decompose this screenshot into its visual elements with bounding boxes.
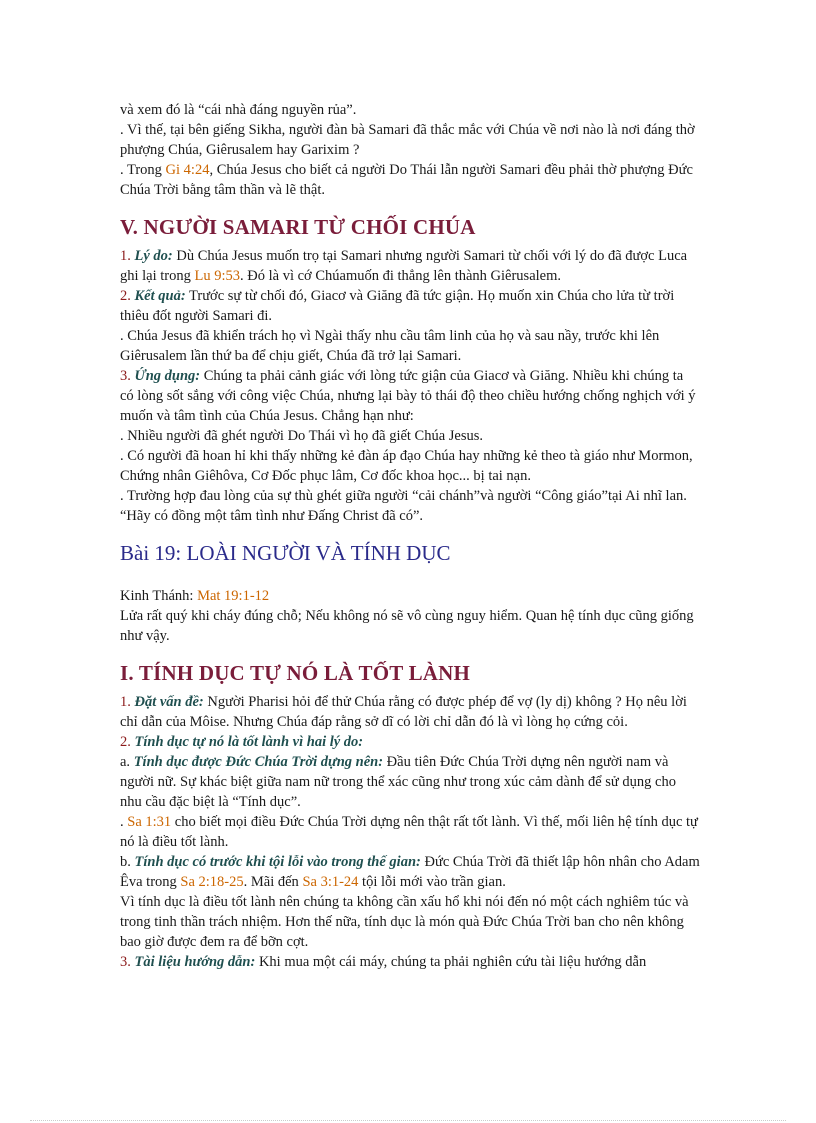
page-bottom-divider xyxy=(30,1120,786,1121)
section-v-item-3: 3. Ứng dụng: Chúng ta phải cảnh giác với lòng tức giận của Giacơ và Giăng. Nhiều khi chúng ta có lòng sốt sắng với công việc Chúa, nhưng lại bày tỏ thái độ theo chiều hướng chống nghịch với ý muốn và tâm tình của Chúa Jesus. Chẳng hạn như: xyxy=(120,368,696,424)
scripture-link-sa-3-1[interactable]: Sa 3:1-24 xyxy=(302,874,359,890)
document-page xyxy=(120,100,700,972)
section-v-item-2: 2. Kết quả: Trước sự từ chối đó, Giacơ và Giăng đã tức giận. Họ muốn xin Chúa cho lửa từ trời thiêu đốt người Samari đi. xyxy=(120,288,675,324)
section-v-item-2-note: . Chúa Jesus đã khiển trách họ vì Ngài thấy nhu cầu tâm linh của họ và sau nầy, trước khi lên Giêrusalem lần thứ ba để chịu giết, Chúa đã trở lại Samari. xyxy=(120,328,660,364)
scripture-link-gi-4-24[interactable]: Gi 4:24 xyxy=(165,162,210,178)
section-v-bullet-2: . Có người đã hoan hỉ khi thấy những kẻ đàn áp đạo Chúa hay những kẻ theo tà giáo như Mormon, Chứng nhân Giêhôva, Cơ Đốc phục lâm, Cơ đốc khoa học... bị tai nạn. xyxy=(120,448,693,484)
lesson-intro: Lửa rất quý khi cháy đúng chỗ; Nếu không nó sẽ vô cùng nguy hiểm. Quan hệ tính dục cũng giống như vậy. xyxy=(120,608,694,644)
section-i-item-2a: a. Tính dục được Đức Chúa Trời dựng nên: Đầu tiên Đức Chúa Trời dựng nên người nam và người nữ. Sự khác biệt giữa nam nữ trong thể xác cũng như trong xúc cảm dành để sử dụng cho nhu cầu đặc biệt là “Tính dục”. xyxy=(120,754,676,810)
section-i-item-1: 1. Đặt vấn đề: Người Pharisi hỏi để thử Chúa rằng có được phép để vợ (ly dị) không ? Họ nêu lời chỉ dẫn của Môise. Nhưng Chúa đáp rằng sở dĩ có lời chỉ dẫn đó là vì lòng họ cứng cỏi. xyxy=(120,694,687,730)
section-v-title: V. NGƯỜI SAMARI TỪ CHỐI CHÚA xyxy=(120,215,476,239)
scripture-line: Kinh Thánh: Mat 19:1-12 xyxy=(120,588,270,604)
scripture-link-sa-1-31[interactable]: Sa 1:31 xyxy=(127,814,172,830)
section-i-item-3: 3. Tài liệu hướng dẫn: Khi mua một cái máy, chúng ta phải nghiên cứu tài liệu hướng dẫn xyxy=(120,954,647,970)
section-i-item-2a-note: . Sa 1:31 cho biết mọi điều Đức Chúa Trời dựng nên thật rất tốt lành. Vì thế, mối liên hệ tính dục tự nó là điều tốt lành. xyxy=(120,814,698,850)
lesson-title: Bài 19: LOÀI NGƯỜI VÀ TÍNH DỤC xyxy=(120,541,451,565)
section-v-bullet-3: . Trường hợp đau lòng của sự thù ghét giữa người “cải chánh”và người “Công giáo”tại Ai nhĩ lan. xyxy=(120,488,687,504)
scripture-link-sa-2-18[interactable]: Sa 2:18-25 xyxy=(180,874,244,890)
section-v-quote: “Hãy có đồng một tâm tình như Đấng Christ đã có”. xyxy=(120,508,424,524)
section-v-bullet-1: . Nhiều người đã ghét người Do Thái vì họ đã giết Chúa Jesus. xyxy=(120,428,484,444)
section-v-item-1: 1. Lý do: Dù Chúa Jesus muốn trọ tại Samari nhưng người Samari từ chối với lý do đã được Luca ghi lại trong Lu 9:53. Đó là vì cớ Chúamuốn đi thẳng lên thành Giêrusalem. xyxy=(120,248,688,284)
scripture-link-mat-19[interactable]: Mat 19:1-12 xyxy=(197,588,270,604)
intro-paragraph-3: . Trong Gi 4:24, Chúa Jesus cho biết cả người Do Thái lẫn người Samari đều phải thờ phượng Đức Chúa Trời bằng tâm thần và lẽ thật. xyxy=(120,162,693,198)
section-i-title: I. TÍNH DỤC TỰ NÓ LÀ TỐT LÀNH xyxy=(120,661,471,685)
section-i-item-2b: b. Tính dục có trước khi tội lỗi vào trong thế gian: Đức Chúa Trời đã thiết lập hôn nhân cho Adam Êva trong Sa 2:18-25. Mãi đến Sa 3:1-24 tội lỗi mới vào trần gian. xyxy=(120,854,700,890)
intro-paragraph-2: . Vì thế, tại bên giếng Sikha, người đàn bà Samari đã thắc mắc với Chúa về nơi nào là nơi đáng thờ phượng Chúa, Giêrusalem hay Garixim ? xyxy=(120,122,695,158)
intro-paragraph-1: và xem đó là “cái nhà đáng nguyền rủa”. xyxy=(120,102,357,118)
section-i-item-2: 2. Tính dục tự nó là tốt lành vì hai lý do: xyxy=(120,734,364,750)
scripture-link-lu-9-53[interactable]: Lu 9:53 xyxy=(194,268,241,284)
section-i-item-2b-note: Vì tính dục là điều tốt lành nên chúng ta không cần xấu hổ khi nói đến nó một cách nghiêm túc và trong tinh thần trách nhiệm. Hơn thế nữa, tính dục là món quà Đức Chúa Trời ban cho nên không bao giờ được đem ra để bỡn cợt. xyxy=(120,894,689,950)
